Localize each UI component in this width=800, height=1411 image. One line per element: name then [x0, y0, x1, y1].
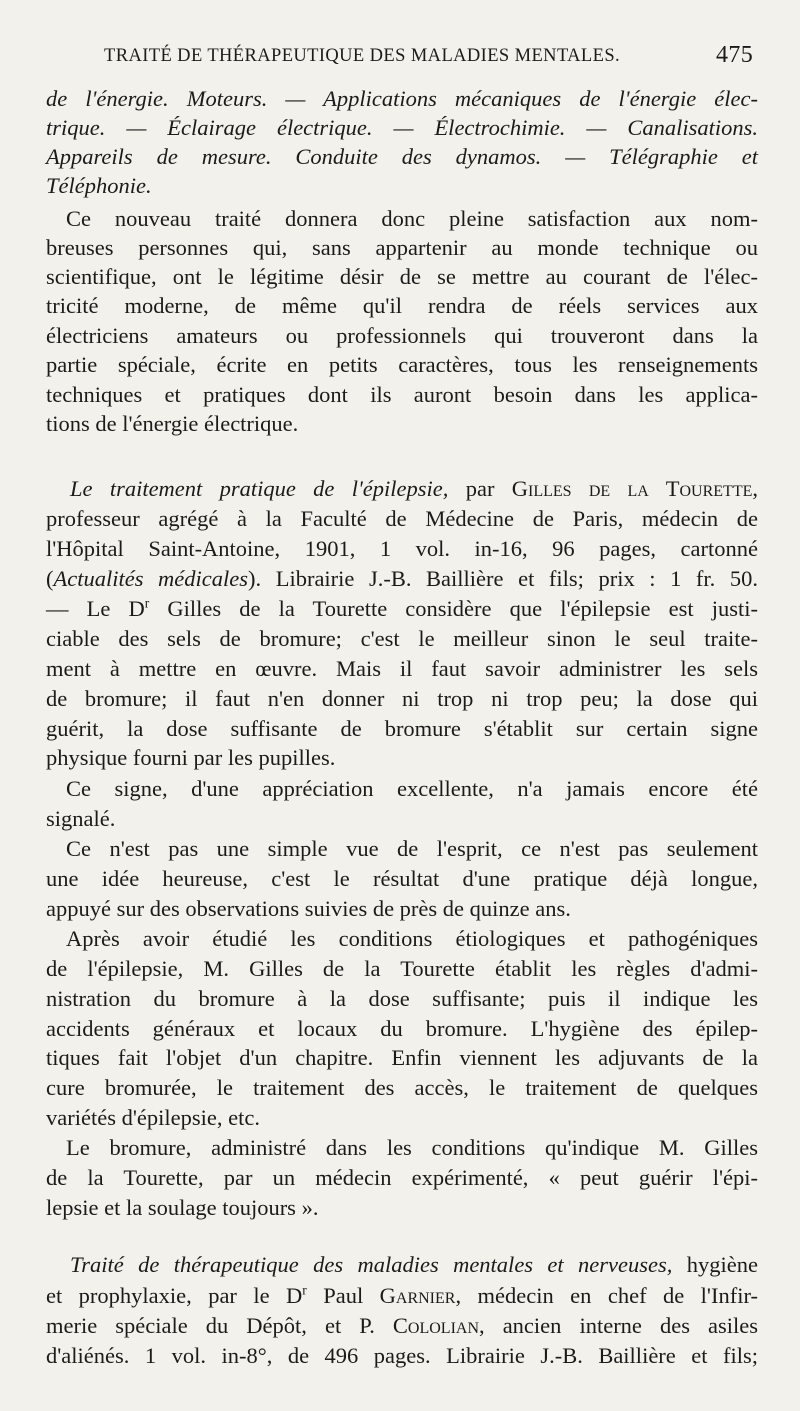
text-line: [46, 321, 758, 351]
text-run: et prophylaxie, par le D: [46, 1283, 303, 1308]
text-run: r: [302, 1282, 307, 1298]
text-run: Le bromure, administré dans les conditions qu'indique M. Gilles: [66, 1135, 758, 1160]
text-line: [46, 262, 758, 292]
text-run: l'Hôpital Saint-Antoine, 1901, 1 vol. in-16, 96 pages, cartonné: [46, 536, 758, 561]
text-line: [46, 894, 571, 924]
text-run: tions de l'énergie électrique.: [46, 411, 299, 436]
text-line: [66, 834, 758, 864]
text-line: [46, 84, 758, 114]
text-line: [46, 984, 758, 1014]
text-run: cure bromurée, le traitement des accès, le traitement de quelques: [46, 1075, 758, 1100]
text-line: [46, 594, 758, 624]
text-run: de la Tourette, par un médecin expérimenté, « peut guérir l'épi-: [46, 1165, 758, 1190]
text-run: par: [448, 476, 512, 501]
text-run: — Le D: [46, 596, 145, 621]
text-line: [46, 1163, 758, 1193]
text-line: [46, 291, 758, 321]
text-line: [46, 1193, 318, 1223]
running-title: TRAITÉ DE THÉRAPEUTIQUE DES MALADIES MENTALES.: [104, 46, 621, 66]
text-line: [46, 171, 152, 201]
text-run: électriciens amateurs ou professionnels qui trouveront dans la: [46, 323, 758, 348]
text-run: guérit, la dose suffisante de bromure s'établit sur certain signe: [46, 716, 758, 741]
text-line: [46, 1043, 758, 1073]
text-run: Après avoir étudié les conditions étiologiques et pathogéniques: [66, 926, 758, 951]
text-run: Ce nouveau traité donnera donc pleine satisfaction aux nom-: [66, 206, 758, 231]
text-run: physique fourni par les pupilles.: [46, 745, 336, 770]
page-number: 475: [716, 42, 754, 68]
text-run: hygiène: [672, 1252, 758, 1277]
text-line: [46, 142, 758, 172]
text-run: r: [144, 595, 150, 611]
text-run: lepsie et la soulage toujours ».: [46, 1195, 319, 1220]
text-run: Le traitement pratique de l'épilepsie,: [70, 476, 449, 501]
text-line: [66, 924, 758, 954]
text-run: Actualités médicales: [53, 566, 249, 591]
text-run: Paul: [306, 1283, 380, 1308]
text-run: breuses personnes qui, sans appartenir au monde technique ou: [46, 235, 758, 260]
text-run: partie spéciale, écrite en petits caractères, tous les renseignements: [46, 352, 758, 377]
text-line: [70, 474, 758, 504]
text-run: Gilles de la Tourette considère que l'épilepsie est justi-: [149, 596, 759, 621]
text-run: Téléphonie.: [46, 173, 152, 198]
text-run: d'aliénés. 1 vol. in-8°, de 496 pages. Librairie J.-B. Baillière et fils;: [46, 1343, 758, 1368]
text-run: merie spéciale du Dépôt, et P.: [46, 1313, 393, 1338]
text-run: , médecin en chef de l'Infir-: [455, 1283, 758, 1308]
text-line: [46, 1014, 758, 1044]
text-run: appuyé sur des observations suivies de près de quinze ans.: [46, 896, 571, 921]
text-run: ciable des sels de bromure; c'est le meilleur sinon le seul traite-: [46, 626, 758, 651]
text-line: [46, 804, 115, 834]
text-run: Garnier: [379, 1283, 456, 1308]
text-run: signalé.: [46, 806, 116, 831]
text-line: [66, 1133, 758, 1163]
text-run: tiques fait l'objet d'un chapitre. Enfin viennent les adjuvants de la: [46, 1045, 758, 1070]
text-line: [46, 954, 758, 984]
text-line: [66, 204, 758, 234]
text-run: de bromure; il faut n'en donner ni trop ni trop peu; la dose qui: [46, 686, 758, 711]
text-run: accidents généraux et locaux du bromure. L'hygiène des épilep-: [46, 1016, 758, 1041]
text-line: [46, 564, 758, 594]
text-line: [46, 504, 758, 534]
text-run: Appareils de mesure. Conduite des dynamos. — Télégraphie et: [46, 144, 758, 169]
text-run: professeur agrégé à la Faculté de Médecine de Paris, médecin de: [46, 506, 758, 531]
text-run: variétés d'épilepsie, etc.: [46, 1105, 260, 1130]
text-line: [46, 624, 758, 654]
text-line: [46, 654, 758, 684]
text-run: Ce n'est pas une simple vue de l'esprit, ce n'est pas seulement: [66, 836, 758, 861]
text-run: ment à mettre en œuvre. Mais il faut savoir administrer les sels: [46, 656, 758, 681]
text-line: [46, 409, 298, 439]
text-line: [46, 743, 335, 773]
text-line: [46, 113, 758, 143]
text-run: Cololian: [392, 1313, 480, 1338]
text-run: techniques et pratiques dont ils auront besoin dans les applica-: [46, 382, 758, 407]
text-line: [46, 1341, 758, 1371]
text-line: [46, 1073, 758, 1103]
text-line: [66, 774, 758, 804]
text-run: de l'énergie. Moteurs. — Applications mécaniques de l'énergie élec-: [46, 86, 758, 111]
text-line: [46, 714, 758, 744]
text-run: Gilles de la Tourette: [511, 476, 753, 501]
text-run: de l'épilepsie, M. Gilles de la Tourette établit les règles d'admi-: [46, 956, 758, 981]
text-run: Traité de thérapeutique des maladies mentales et nerveuses,: [70, 1252, 673, 1277]
text-run: nistration du bromure à la dose suffisante; puis il indique les: [46, 986, 758, 1011]
text-line: [46, 233, 758, 263]
text-line: [46, 1103, 260, 1133]
text-run: ). Librairie J.-B. Baillière et fils; prix : 1 fr. 50.: [248, 566, 758, 591]
text-run: ,: [752, 476, 759, 501]
text-run: trique. — Éclairage électrique. — Électrochimie. — Canalisations.: [46, 115, 758, 140]
text-run: une idée heureuse, c'est le résultat d'une pratique déjà longue,: [46, 866, 758, 891]
text-line: [70, 1250, 758, 1280]
text-line: [46, 350, 758, 380]
text-line: [46, 684, 758, 714]
text-line: [46, 1311, 758, 1341]
text-line: [46, 864, 758, 894]
text-line: [46, 534, 758, 564]
text-run: , ancien interne des asiles: [479, 1313, 758, 1338]
text-run: tricité moderne, de même qu'il rendra de réels services aux: [46, 293, 758, 318]
text-run: (: [46, 566, 54, 591]
text-line: [46, 380, 758, 410]
text-run: Ce signe, d'une appréciation excellente, n'a jamais encore été: [66, 776, 758, 801]
text-line: [46, 1281, 758, 1311]
text-run: scientifique, ont le légitime désir de se mettre au courant de l'élec-: [46, 264, 758, 289]
